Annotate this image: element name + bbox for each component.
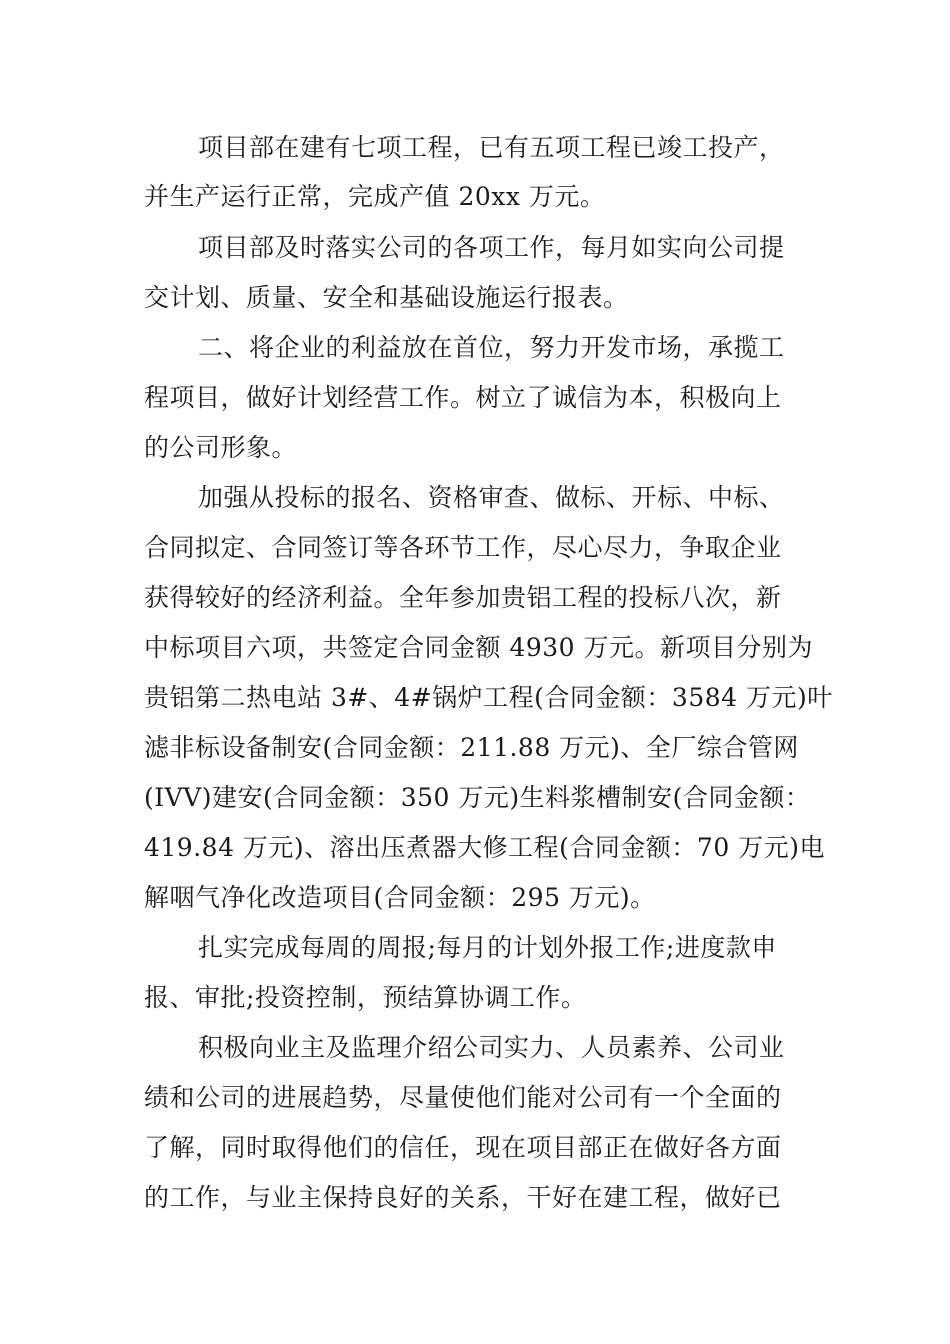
text-line: 滤非标设备制安(合同金额：211.88 万元)、全厂综合管网 <box>144 733 799 762</box>
text-line: 扎实完成每周的周报;每月的计划外报工作;进度款申 <box>198 933 777 962</box>
text-line: 解咽气净化改造项目(合同金额：295 万元)。 <box>144 883 656 912</box>
text-line: 报、审批;投资控制，预结算协调工作。 <box>144 983 587 1012</box>
text-line: 419.84 万元)、溶出压煮器大修工程(合同金额：70 万元)电 <box>144 833 825 862</box>
text-line: 的公司形象。 <box>144 433 298 462</box>
text-line: 交计划、质量、安全和基础设施运行报表。 <box>144 283 629 312</box>
text-line: 中标项目六项，共签定合同金额 4930 万元。新项目分别为 <box>144 633 814 662</box>
text-line: (IVV)建安(合同金额：350 万元)生料浆槽制安(合同金额： <box>144 783 811 812</box>
text-line: 项目部及时落实公司的各项工作，每月如实向公司提 <box>198 233 785 262</box>
text-line: 程项目，做好计划经营工作。树立了诚信为本，积极向上 <box>144 383 782 412</box>
text-line: 二、将企业的利益放在首位，努力开发市场，承揽工 <box>198 333 785 362</box>
text-line: 的工作，与业主保持良好的关系，干好在建工程，做好已 <box>144 1183 782 1212</box>
text-line: 加强从投标的报名、资格审查、做标、开标、中标、 <box>198 483 785 512</box>
text-line: 积极向业主及监理介绍公司实力、人员素养、公司业 <box>198 1033 785 1062</box>
text-line: 贵铝第二热电站 3#、4#锅炉工程(合同金额：3584 万元)叶 <box>144 683 833 712</box>
text-line: 项目部在建有七项工程，已有五项工程已竣工投产， <box>198 133 785 162</box>
text-line: 获得较好的经济利益。全年参加贵铝工程的投标八次，新 <box>144 583 782 612</box>
text-line: 合同拟定、合同签订等各环节工作，尽心尽力，争取企业 <box>144 533 782 562</box>
text-line: 绩和公司的进展趋势，尽量使他们能对公司有一个全面的 <box>144 1083 782 1112</box>
text-line: 了解，同时取得他们的信任，现在项目部正在做好各方面 <box>144 1133 782 1162</box>
text-line: 并生产运行正常，完成产值 20xx 万元。 <box>144 182 606 211</box>
